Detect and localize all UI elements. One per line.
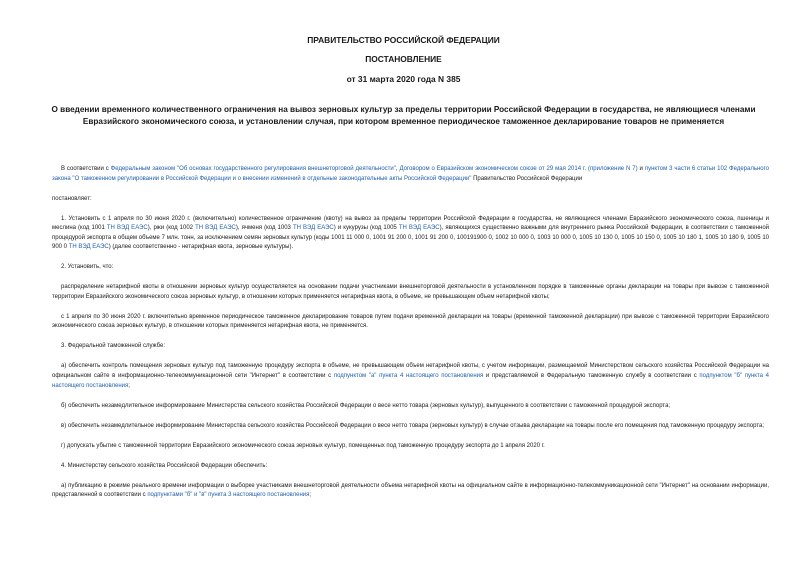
- document-type-heading: ПОСТАНОВЛЕНИЕ: [365, 54, 442, 64]
- paragraph-text: ), ржи (код 1002: [147, 225, 196, 232]
- preamble-text: и: [637, 166, 645, 172]
- subparagraph-4a-link[interactable]: подпунктом "а" пункта 4 настоящего постановления: [333, 373, 484, 380]
- eaeu-treaty-link[interactable]: Договором о Евразийском экономическом союзе от 29 мая 2014 г. (приложение N 7): [399, 166, 638, 172]
- preamble-text: Правительство Российской Федерации: [471, 175, 583, 182]
- paragraph-text: ;: [128, 382, 130, 389]
- tnved-link[interactable]: ТН ВЭД ЕАЭС: [195, 225, 236, 232]
- customs-law-link[interactable]: пунктом 3 части 6 статьи 102 Федерального закона "О таможенном регулировании в Российской Федерации и о внесении изменений в отдельные законодательные акты Российской Федерации": [52, 166, 769, 182]
- paragraph-text: ;: [309, 492, 312, 499]
- subparagraph-4b-link[interactable]: подпунктом "б" пункта 4 настоящего постановления: [52, 373, 769, 389]
- paragraph-3-item-b: б) обеспечить незамедлительное информирование Министерства сельского хозяйства Российской Федерации о весе нетто товара (зерновых культур), выпущенного в соответствии с таможенной процедурой экспорта;: [61, 402, 671, 409]
- paragraph-2-item-1: распределение нетарифной квоты в отношении зерновых культур осуществляется на основании подачи участниками внешнеторговой деятельности в установленном порядке в таможенные органы декларации на товары при вывозе с таможенной территории Евразийского экономического союза зерновых культур, в отношении которых применяется нетарифная квота, в объеме, не превышающем объем нетарифной квоты;: [52, 284, 769, 300]
- paragraph-2: 2. Установить, что:: [61, 264, 114, 271]
- paragraph-text: ), являющихся существенно важными для внутреннего рынка Российской Федерации, в соответствии с таможенной процедурой экспорта в общем объеме 7 млн. тонн, за исключением семян зерновых культур (коды 1001 11 000 0, 1001 91 200 0, 1001 91 200 0, 100191900 0, 1002 10 000 0, 1003 10 000 0, 1005 10 130 0, 1005 10 150 0, 1005 10 180 1, 1005 10 180 9, 1005 10 900 0: [52, 225, 770, 251]
- preamble-text: В соответствии с: [61, 166, 111, 172]
- paragraph-text: ) и кукурузы (код 1005: [333, 225, 399, 232]
- federal-law-link[interactable]: Федеральным законом "Об основах государственного регулирования внешнеторговой деятельности": [110, 166, 396, 172]
- subparagraphs-3bv-link[interactable]: подпунктами "б" и "в" пункта 3 настоящего постановления: [147, 492, 310, 499]
- document-date-heading: от 31 марта 2020 года N 385: [346, 74, 461, 84]
- paragraph-text: и представляемой в Федеральную таможенную службу в соответствии с: [483, 373, 700, 380]
- paragraph-1: [52, 215, 769, 253]
- paragraph-4-item-a: [52, 482, 769, 501]
- document-title: О введении временного количественного ограничения на вывоз зерновых культур за пределы территории Российской Федерации в государства, не являющиеся членами Евразийского экономического союза, и установлении случая, при котором временное периодическое таможенное декларирование товаров не применяется: [51, 105, 756, 126]
- paragraph-3: 3. Федеральной таможенной службе:: [61, 343, 166, 350]
- paragraph-text: а) обеспечить контроль помещения зерновых культур под таможенную процедуру экспорта в объеме, не превышающем объем нетарифной квоты, с учетом информации, размещаемой Министерством сельского хозяйства Российской Федерации на официальном сайте в информационно-телекоммуникационной сети "Интернет" в соответствии с: [52, 363, 769, 380]
- paragraph-3-item-a: [52, 362, 769, 391]
- paragraph-text: ), ячменя (код 1003: [235, 225, 293, 232]
- tnved-link[interactable]: ТН ВЭД ЕАЭС: [106, 225, 148, 232]
- tnved-link[interactable]: ТН ВЭД ЕАЭС: [398, 225, 440, 232]
- paragraph-text: ) (далее соответственно - нетарифная квота, зерновые культуры).: [108, 244, 294, 251]
- paragraph-3-item-c: в) обеспечить незамедлительное информирование Министерства сельского хозяйства Российской Федерации о весе нетто товара (зерновых культур) в случае отзыва декларации на товары после его помещения под таможенную процедуру экспорта;: [61, 422, 764, 429]
- document-body: [52, 165, 769, 511]
- preamble-paragraph: [52, 165, 769, 184]
- paragraph-2-item-2: с 1 апреля по 30 июня 2020 г. включительно временное периодическое таможенное декларирование товаров путем подачи временной декларации на товары (временной таможенной декларации) при вывозе с таможенной территории Евразийского экономического союза зерновых культур, в отношении которых применяется нетарифная квота, не применяется.: [52, 313, 769, 330]
- paragraph-text: а) публикацию в режиме реального времени информации о выборке участниками внешнеторговой деятельности объема нетарифной квоты на официальном сайте в информационно-телекоммуникационной сети "Интернет" на основании информации, представленной в соответствии с: [52, 482, 769, 499]
- decrees-line: постановляет:: [52, 195, 92, 202]
- paragraph-text: 1. Установить с 1 апреля по 30 июня 2020 г. (включительно) количественное ограничение (квоту) на вывоз за пределы территории Российской Федерации в государства, не являющиеся членами Евразийского экономического союза, пшеницы и меслина (код 1001: [52, 215, 769, 232]
- paragraph-3-item-d: г) допускать убытие с таможенной территории Евразийского экономического союза зерновых культур, помещенных под таможенную процедуру экспорта до 1 апреля 2020 г.: [61, 442, 545, 449]
- tnved-link[interactable]: ТН ВЭД ЕАЭС: [292, 225, 334, 232]
- tnved-link[interactable]: ТН ВЭД ЕАЭС: [68, 244, 109, 251]
- government-heading: ПРАВИТЕЛЬСТВО РОССИЙСКОЙ ФЕДЕРАЦИИ: [307, 35, 500, 45]
- preamble-text: ,: [395, 166, 400, 172]
- paragraph-4: 4. Министерству сельского хозяйства Российской Федерации обеспечить:: [61, 462, 268, 469]
